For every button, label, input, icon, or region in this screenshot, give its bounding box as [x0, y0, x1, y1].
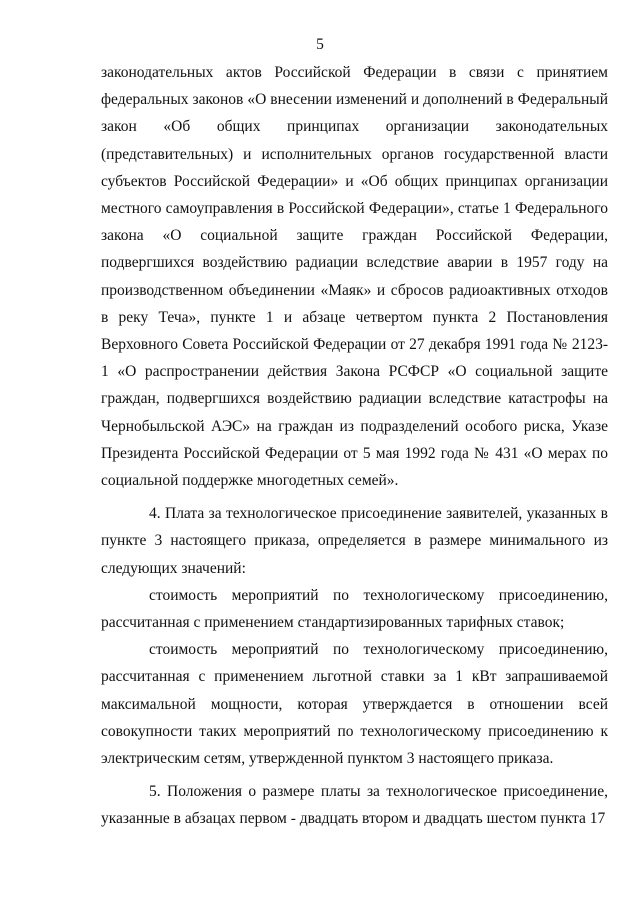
paragraph-item-4: 4. Плата за технологическое присоединение заявителей, указанных в пункте 3 настоящего приказа, определяется в размере минимального из следующих значений:: [101, 505, 608, 577]
paragraph-continuation: законодательных актов Российской Федерации в связи с принятием федеральных законов «О внесении изменений и дополнений в Федеральный закон «Об общих принципах организации законодательных (представительных) и исполнительных органов государственной власти субъектов Российской Федерации» и «Об общих принципах организации местного самоуправления в Российской Федерации», статье 1 Федерального закона «О социальной защите граждан Российской Федерации, подвергшихся воздействию радиации вследствие аварии в 1957 году на производственном объединении «Маяк» и сбросов радиоактивных отходов в реку Теча», пункте 1 и абзаце четвертом пункта 2 Постановления Верховного Совета Российской Федерации от 27 декабря 1991 года № 2123-1 «О распространении действия Закона РСФСР «О социальной защите граждан, подвергшихся воздействию радиации вследствие катастрофы на Чернобыльской АЭС» на граждан из подразделений особого риска, Указе Президента Российской Федерации от 5 мая 1992 года № 431 «О мерах по социальной поддержке многодетных семей».: [101, 64, 608, 490]
page-number: 5: [316, 36, 324, 53]
paragraph-item-5: 5. Положения о размере платы за технологическое присоединение, указанные в абзацах первом - двадцать втором и двадцать шестом пункта 17: [101, 783, 608, 828]
paragraph-option-standard-rates: стоимость мероприятий по технологическому присоединению, рассчитанная с применением стандартизированных тарифных ставок;: [101, 586, 608, 632]
document-body: [101, 59, 608, 833]
paragraph-option-preferential-rate: стоимость мероприятий по технологическому присоединению, рассчитанная с применением льготной ставки за 1 кВт запрашиваемой максимальной мощности, которая утверждается в отношении всей совокупности таких мероприятий по технологическому присоединению к электрическим сетям, утвержденной пунктом 3 настоящего приказа.: [101, 641, 608, 768]
